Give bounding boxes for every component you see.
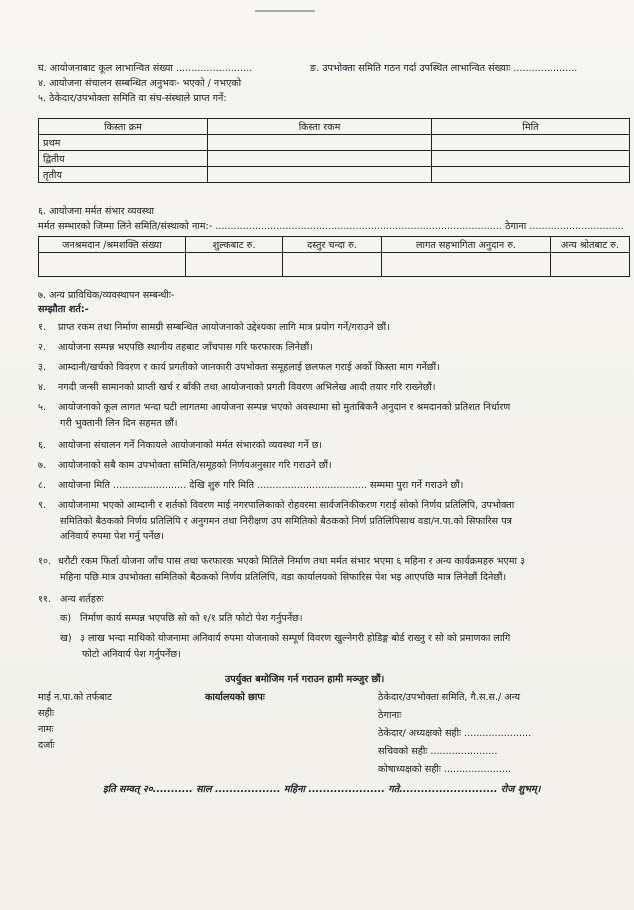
scan-mark <box>255 0 315 12</box>
table-row <box>39 151 630 167</box>
header-fee: शुल्कबाट रु. <box>186 237 283 253</box>
line-present-beneficiaries: ङ. उपभोक्ता समिति गठन गर्दा उपस्थित लाभान्वित संख्याः ..................... <box>310 63 578 74</box>
clause-7: ७. आयोजनाको सबै काम उपभोक्ता समिति/समूहको निर्णयअनुसार गरि गराउने छौं। <box>38 460 332 471</box>
secretary-signature: सचिवको सहीः ...................... <box>378 746 498 757</box>
installment-label: प्रथम <box>39 135 208 151</box>
installment-date-cell[interactable] <box>432 151 630 167</box>
labor-cell[interactable] <box>39 253 186 277</box>
subclause-ka: क) निर्माण कार्य सम्पन्न भएपछि सो को १/१ प्रति फोटो पेश गर्नुपर्नेछ। <box>60 613 303 624</box>
table-row <box>39 253 630 277</box>
header-cost-sharing: लागत सहभागिता अनुदान रु. <box>382 237 551 253</box>
installment-table <box>38 118 630 183</box>
installment-label: तृतीय <box>39 167 208 183</box>
donation-cell[interactable] <box>283 253 382 277</box>
treasurer-signature: कोषाध्यक्षको सहीः ...................... <box>378 764 511 775</box>
municipality-side-title: माई न.पा.को तर्फबाट <box>38 692 112 703</box>
installment-amount-cell[interactable] <box>208 151 432 167</box>
chair-signature: ठेकेदार/ अध्यक्षको सहीः ...................... <box>378 728 532 739</box>
installment-date-cell[interactable] <box>432 135 630 151</box>
clause-5: ५. आयोजनाको कूल लागत भन्दा घटी लागतमा आयोजना सम्पन्न भएको अवस्थामा सो मुताबिकनै अनुदान र श्रमदानको प्रतिशत निर्धारण गरी भुक्तानी लिन दिन सहमत छौं। <box>38 402 511 429</box>
subclause-kha: ख) ३ लाख भन्दा माथिको योजनामा अनिवार्य रुपमा योजनाको सम्पूर्ण विवरण खुल्नेगरी होडिङ्ग बोर्ड राख्नु र सो को प्रमाणका लागि फोटो अनिवार्य पेश गर्नुपर्नेछ। <box>60 633 511 660</box>
header-donation: दस्तुर चन्दा रु. <box>283 237 382 253</box>
consent-line: उपर्युक्त बमोजिम गर्न गराउन हामी मञ्जुर छौं। <box>225 674 385 685</box>
installment-label: द्वितीय <box>39 151 208 167</box>
date-footer: इति सम्वत् २०........... साल .................. महिना ..................... गते........................... रोज शुभम्। <box>103 784 541 795</box>
clause-2: २. आयोजना सम्पन्न भएपछि स्थानीय तहबाट जाँचपास गरि फरफारक लिनेछौं। <box>38 342 313 353</box>
line-experience: ४. आयोजना संचालन सम्बन्धित अनुभवः- भएको / नभएको <box>38 78 242 89</box>
clause-6: ६. आयोजना संचालन गर्ने निकायले आयोजनाको मर्मत संभारको व्यवस्था गर्ने छ। <box>38 440 323 451</box>
maintenance-table <box>38 236 630 277</box>
clause-3: ३. आम्दानी/खर्चको विवरण र कार्य प्रगतीको जानकारी उपभोक्ता समूहलाई छलफल गराई अर्को किस्ता माग गर्नेछौं। <box>38 362 440 373</box>
header-installment-order: किस्ता क्रम <box>39 119 208 135</box>
clause-4: ४. नगदी जन्सी सामानको प्राप्ती खर्च र बाँकी तथा आयोजनाको प्रगती विवरण अभिलेख आदी तयार गरि राख्नेछौं। <box>38 382 436 393</box>
clause-11: ११. अन्य शर्तहरुः <box>38 594 104 605</box>
municipality-signature: सहीः <box>38 708 55 719</box>
other-technical: ७. अन्य प्राविधिक/व्यवस्थापन सम्बन्धीः- <box>38 290 175 301</box>
clause-8: ८. आयोजना मिति ........................ देखि शुरु गरि मिति .................................... सम्ममा पुरा गर्ने गराउने छौं। <box>38 480 464 491</box>
other-sources-cell[interactable] <box>551 253 630 277</box>
contractor-address: ठेगानाः <box>378 710 402 721</box>
maintenance-title: ६. आयोजना मर्मत संभार व्यवस्था <box>38 206 154 217</box>
fee-cell[interactable] <box>186 253 283 277</box>
table-row <box>39 135 630 151</box>
table-row <box>39 167 630 183</box>
municipality-post: दर्जाः <box>38 740 55 751</box>
line-receivables: ५. ठेकेदार/उपभोक्ता समिति वा संघ-संस्थाले प्राप्त गर्ने: <box>38 93 227 104</box>
clause-10: १०. धरौटी रकम फिर्ता योजना जाँच पास तथा फरफारक भएको मितिले निर्माण तथा मर्मत संभार भएमा ६ महिना र अन्य कार्यक्रमहरु भएमा ३ महिना पछि मात्र उपभोक्ता समितिको बैठकको निर्णय प्रतिलिपि, वडा कार्यालयको सिफारिस पेश भइ आएपछि मात्र लिनेछौं दिनेछौं। <box>38 556 526 583</box>
installment-amount-cell[interactable] <box>208 167 432 183</box>
header-labor: जनश्रमदान /श्रमशक्ति संख्या <box>39 237 186 253</box>
agreement-title: सम्झौता शर्त:- <box>38 304 89 315</box>
line-total-beneficiaries: घ. आयोजनाबाट कूल लाभान्वित संख्या ......................... <box>38 63 253 74</box>
clause-1: १. प्राप्त रकम तथा निर्माण सामग्री सम्बन्धित आयोजनाको उद्देश्यका लागि मात्र प्रयोग गर्ने/गराउने छौं। <box>38 322 390 333</box>
municipality-name: नामः <box>38 724 54 735</box>
installment-date-cell[interactable] <box>432 167 630 183</box>
cost-sharing-cell[interactable] <box>382 253 551 277</box>
header-date: मिति <box>432 119 630 135</box>
maintenance-responsible: मर्मत सम्भारको जिम्मा लिने समिति/संस्थाको नाम:- .............................................................................................. ठेगाना ............................... <box>38 221 624 232</box>
installment-amount-cell[interactable] <box>208 135 432 151</box>
header-installment-amount: किस्ता रकम <box>208 119 432 135</box>
office-stamp: कार्यालयको छापः <box>205 692 265 703</box>
contractor-title: ठेकेदार/उपभोक्ता समिति, गै.स.स./ अन्य <box>378 692 521 703</box>
clause-9: ९. आयोजनामा भएको आम्दानी र शर्तको विवरण माई नगरपालिकाको रोहवरमा सार्वजनिकीकरण गराई सोको निर्णय प्रतिलिपि, उपभोक्ता समितिको बैठकको निर्णय प्रतिलिपि र अनुगमन तथा निरीक्षण उप समितिको बैठकको निर्ण प्रतिलिपिसाथ वडा/न.पा.को सिफारिस पत्र अनिवार्य रुपमा पेश गर्नु पर्नेछ। <box>38 500 515 542</box>
header-other-sources: अन्य श्रोतबाट रु. <box>551 237 630 253</box>
